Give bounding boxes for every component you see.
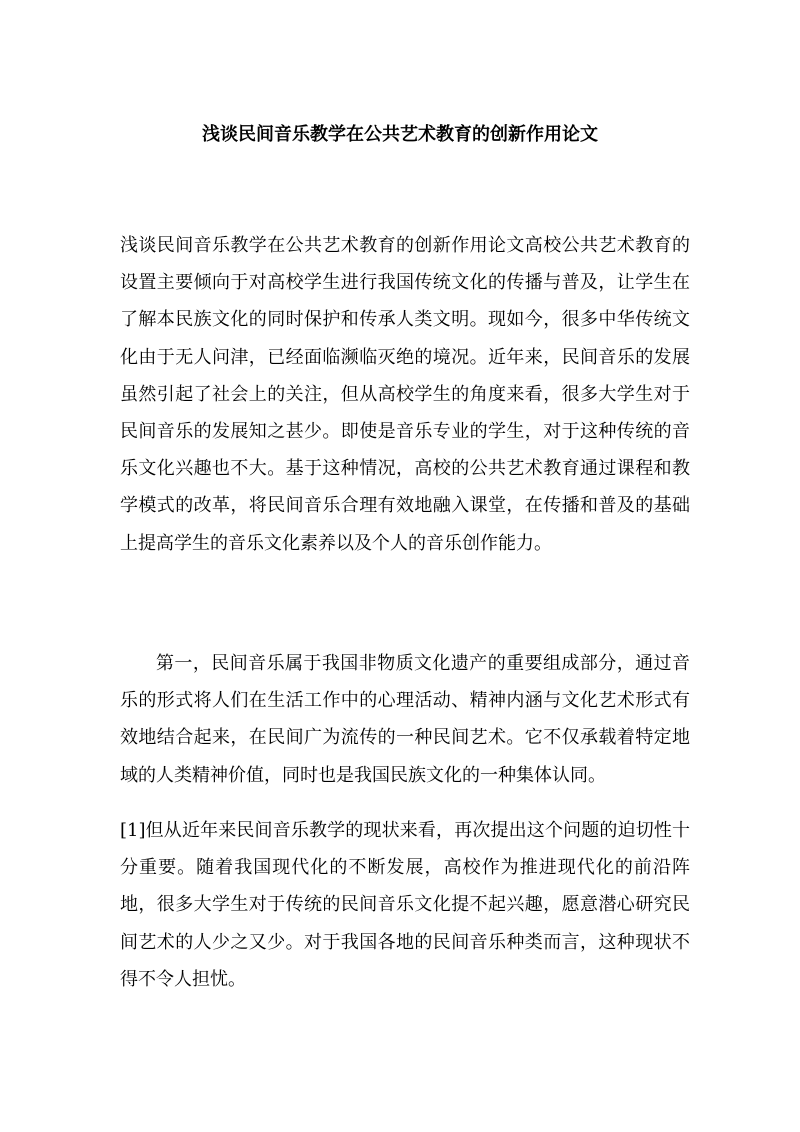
paragraph-current-situation: [1]但从近年来民间音乐教学的现状来看，再次提出这个问题的迫切性十分重要。随着我国现代化的不断发展，高校作为推进现代化的前沿阵地，很多大学生对于传统的民间音乐文化提不起兴趣，愿意潜心研究民间艺术的人少之又少。对于我国各地的民间音乐种类而言，这种现状不得不令人担忧。 (120, 820, 690, 990)
page-title: 浅谈民间音乐教学在公共艺术教育的创新作用论文 (202, 124, 598, 145)
paragraph-first-point: 第一，民间音乐属于我国非物质文化遗产的重要组成部分，通过音乐的形式将人们在生活工作中的心理活动、精神内涵与文化艺术形式有效地结合起来，在民间广为流传的一种民间艺术。它不仅承载着特定地域的人类精神价值，同时也是我国民族文化的一种集体认同。 (120, 653, 690, 786)
paragraph-intro: 浅谈民间音乐教学在公共艺术教育的创新作用论文高校公共艺术教育的设置主要倾向于对高校学生进行我国传统文化的传播与普及，让学生在了解本民族文化的同时保护和传承人类文明。现如今，很多中华传统文化由于无人问津，已经面临濒临灭绝的境况。近年来，民间音乐的发展虽然引起了社会上的关注，但从高校学生的角度来看，很多大学生对于民间音乐的发展知之甚少。即使是音乐专业的学生，对于这种传统的音乐文化兴趣也不大。基于这种情况，高校的公共艺术教育通过课程和教学模式的改革，将民间音乐合理有效地融入课堂，在传播和普及的基础上提高学生的音乐文化素养以及个人的音乐创作能力。 (120, 235, 690, 554)
